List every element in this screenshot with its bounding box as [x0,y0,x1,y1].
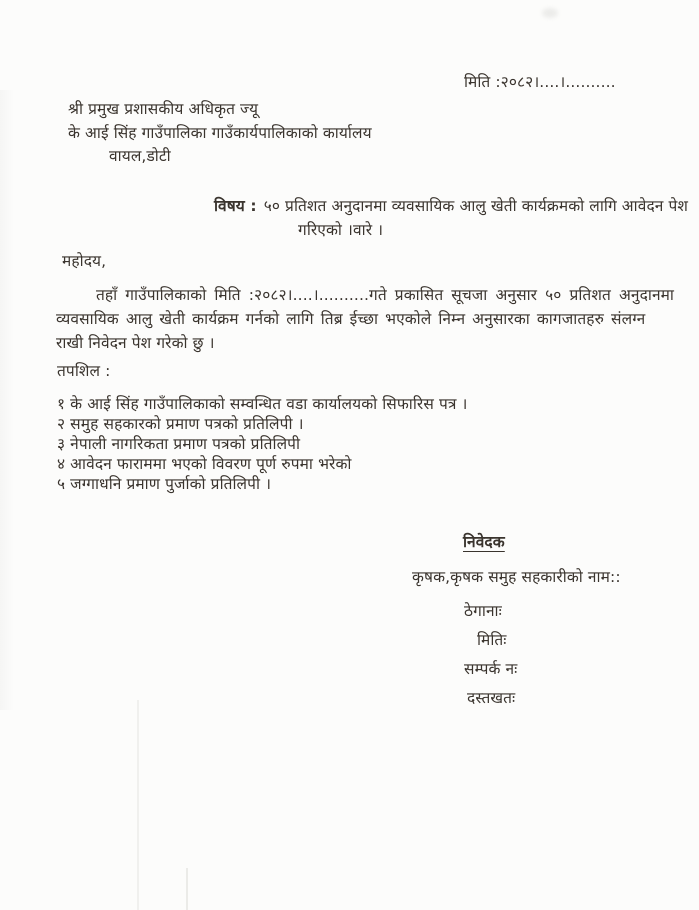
details-heading: तपशिल : [57,362,111,380]
body-line-3: राखी निवेदन पेश गरेको छु । [56,334,215,352]
enclosure-item-1: १ के आई सिंह गाउँपालिकाको सम्वन्धित वडा कार्यालयको सिफारिस पत्र । [57,395,468,413]
body-line-2: व्यवसायिक आलु खेती कार्यक्रम गर्नको लागि तिब्र ईच्छा भएकोले निम्न अनुसारका कागजातहरु संलग्न [56,310,646,328]
enclosure-item-2: २ समुह सहकारको प्रमाण पत्रको प्रतिलिपी । [57,414,304,433]
scan-crease-line [137,700,139,910]
date-line: मिति :२०८२।....।.......... [464,73,616,91]
enclosure-item-4: ४ आवेदन फाराममा भएको विवरण पूर्ण रुपमा भरेको [57,454,352,473]
scan-edge-smudge [0,90,14,710]
enclosure-list [57,395,468,495]
addressee-office: के आई सिंह गाउँपालिका गाउँकार्यपालिकाको कार्यालय [68,124,372,142]
applicant-name-label: कृषक,कृषक समुह सहकारीको नाम:: [412,568,621,586]
applicant-date-label: मितिः [477,631,507,649]
scan-speck [542,8,558,18]
applicant-contact-label: सम्पर्क नः [464,660,518,678]
subject-line-2: गरिएको ।वारे । [298,221,384,239]
applicant-address-label: ठेगानाः [464,602,502,620]
applicant-signature-label: दस्तखतः [467,689,516,707]
body-line-1: तहाँ गाउँपालिकाको मिति :२०८२।....।..........गते प्रकासित सूचजा अनुसार ५० प्रतिशत अनुदानमा [96,286,675,304]
enclosure-item-5: ५ जग्गाधनि प्रमाण पुर्जाको प्रतिलिपी । [57,474,272,493]
addressee-location: वायल,डोटी [109,147,171,165]
subject-label: विषय : [214,197,257,215]
enclosure-item-3: ३ नेपाली नागरिकता प्रमाण पत्रको प्रतिलिपी [57,434,301,453]
addressee-title: श्री प्रमुख प्रशासकीय अधिकृत ज्यू [68,100,259,118]
subject-line-1 [214,197,688,216]
subject-text: ५० प्रतिशत अनुदानमा व्यवसायिक आलु खेती कार्यक्रमको लागि आवेदन पेश [263,197,689,215]
scan-crease-line [186,868,188,910]
salutation: महोदय, [62,252,107,270]
applicant-heading: निवेदक [463,533,505,551]
